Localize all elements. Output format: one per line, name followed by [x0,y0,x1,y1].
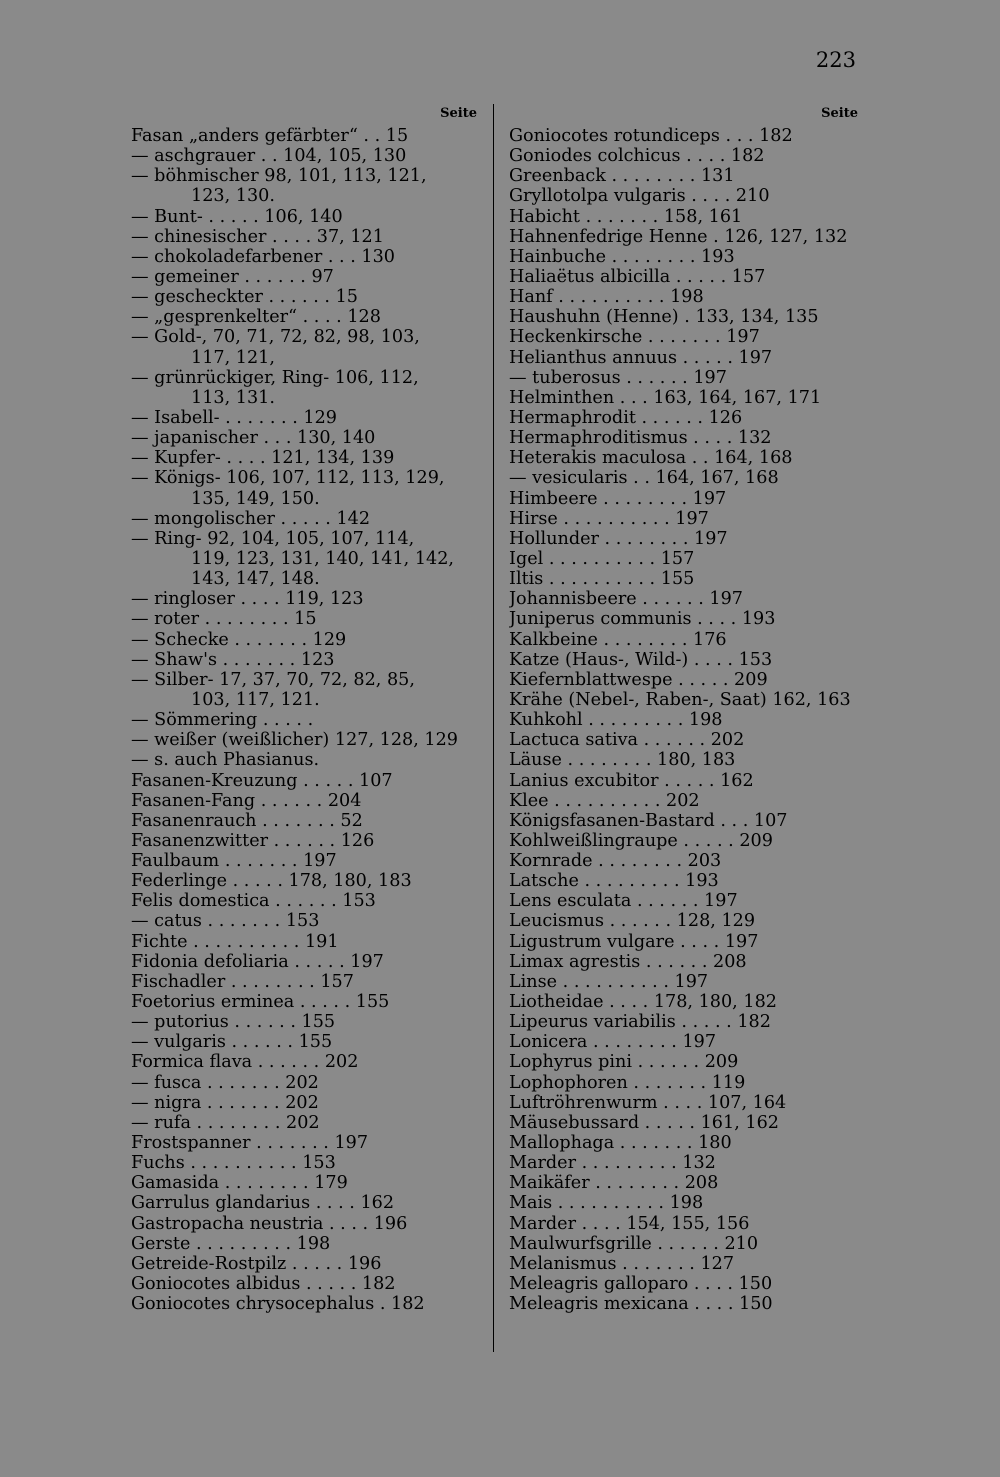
index-entry: Greenback . . . . . . . . 131 [509,166,735,187]
index-entry: Frostspanner . . . . . . . 197 [131,1133,369,1154]
index-entry: — putorius . . . . . . 155 [131,1012,336,1033]
index-entry: — tuberosus . . . . . . 197 [509,367,727,388]
index-entry: Goniocotes rotundiceps . . . 182 [509,126,793,146]
index-entry: Krähe (Nebel-, Raben-, Saat) 162, 163 [509,689,851,710]
index-entry: — böhmischer 98, 101, 113, 121, [131,166,427,187]
index-entry: — Sömmering . . . . . [131,710,314,731]
index-entry: Fasanen-Kreuzung . . . . . 107 [131,770,393,791]
index-entry: Kornrade . . . . . . . . 203 [509,851,722,872]
index-entry: Hermaphroditismus . . . . 132 [509,428,772,449]
index-entry: Maulwurfsgrille . . . . . . 210 [509,1233,759,1254]
index-entry: 113, 131. [191,387,275,408]
index-entry: Lactuca sativa . . . . . . 202 [509,730,745,751]
index-entry: Helianthus annuus . . . . . 197 [509,347,773,368]
index-entry: Lophophoren . . . . . . . 119 [509,1072,746,1093]
index-entry: — Silber- 17, 37, 70, 72, 82, 85, [131,669,415,690]
index-entry: Fuchs . . . . . . . . . . 153 [131,1153,336,1174]
index-entry: Mäusebussard . . . . . 161, 162 [509,1112,779,1133]
index-entry: Kalkbeine . . . . . . . . 176 [509,629,727,650]
index-entry: Lanius excubitor . . . . . 162 [509,770,754,791]
index-entry: Mallophaga . . . . . . . 180 [509,1133,732,1154]
index-entry: Königsfasanen-Bastard . . . 107 [509,810,788,831]
index-entry: Heckenkirsche . . . . . . . 197 [509,327,760,348]
index-entry: Fischadler . . . . . . . . 157 [131,971,354,992]
index-entry: — mongolischer . . . . . 142 [131,508,371,529]
column-header: Seite [821,106,858,121]
index-entry: — Gold-, 70, 71, 72, 82, 98, 103, [131,327,420,348]
index-entry: Himbeere . . . . . . . . 197 [509,488,727,509]
index-entry: Hirse . . . . . . . . . . 197 [509,508,709,529]
index-entry: — s. auch Phasianus. [131,750,320,771]
index-entry: Habicht . . . . . . . 158, 161 [509,206,743,227]
index-entry: Melanismus . . . . . . . 127 [509,1253,735,1274]
index-entry: Johannisbeere . . . . . . 197 [509,589,743,610]
index-entry: Goniocotes albidus . . . . . 182 [131,1274,396,1295]
index-entry: — chinesischer . . . . 37, 121 [131,226,384,247]
index-entry: Limax agrestis . . . . . . 208 [509,951,747,972]
index-entry: — weißer (weißlicher) 127, 128, 129 [131,730,458,751]
index-entry: Gamasida . . . . . . . . 179 [131,1173,348,1194]
index-entry: Hahnenfedrige Henne . 126, 127, 132 [509,226,848,247]
index-entry: Hanf . . . . . . . . . . 198 [509,287,704,308]
index-entry: Lonicera . . . . . . . . 197 [509,1032,717,1053]
index-entry: Felis domestica . . . . . . 153 [131,891,376,912]
index-entry: Linse . . . . . . . . . . 197 [509,971,709,992]
index-entry: Kiefernblattwespe . . . . . 209 [509,669,768,690]
index-entry: — Schecke . . . . . . . 129 [131,629,347,650]
index-entries-left [131,126,477,1314]
index-entry: — grünrückiger, Ring- 106, 112, [131,367,419,388]
index-entry: — Königs- 106, 107, 112, 113, 129, [131,468,445,489]
index-entry: — fusca . . . . . . . 202 [131,1072,319,1093]
index-entry: — vulgaris . . . . . . 155 [131,1032,333,1053]
index-entry: Gastropacha neustria . . . . 196 [131,1213,408,1234]
index-entry: Kuhkohl . . . . . . . . . 198 [509,710,723,731]
index-entry: Garrulus glandarius . . . . 162 [131,1193,395,1214]
index-entry: Faulbaum . . . . . . . 197 [131,851,337,872]
index-entry: — gemeiner . . . . . . 97 [131,266,334,287]
index-entry: Lipeurus variabilis . . . . . 182 [509,1012,771,1033]
index-entry: Marder . . . . 154, 155, 156 [509,1213,750,1234]
index-entry: Heterakis maculosa . . 164, 168 [509,448,793,469]
page-number: 223 [815,48,856,72]
index-entry: Leucismus . . . . . . 128, 129 [509,911,756,932]
index-entry: Fidonia defoliaria . . . . . 197 [131,951,384,972]
index-entry: Juniperus communis . . . . 193 [509,609,776,630]
index-entry: Lens esculata . . . . . . 197 [509,891,738,912]
index-entry: Luftröhrenwurm . . . . 107, 164 [509,1092,787,1113]
index-entry: — Isabell- . . . . . . . 129 [131,407,337,428]
index-entry: Getreide-Rostpilz . . . . . 196 [131,1253,382,1274]
index-entry: — Ring- 92, 104, 105, 107, 114, [131,528,415,549]
index-entry: 117, 121, [191,347,275,368]
index-entry: Haliaëtus albicilla . . . . . 157 [509,266,766,287]
index-entry: Meleagris galloparo . . . . 150 [509,1274,773,1295]
index-entry: Fasanenzwitter . . . . . . 126 [131,830,375,851]
index-column-right [509,102,858,1314]
index-entry: Kohlweißlingraupe . . . . . 209 [509,830,773,851]
index-entry: — catus . . . . . . . 153 [131,911,320,932]
index-entry: Fasanen-Fang . . . . . . 204 [131,790,362,811]
index-entry: 123, 130. [191,186,275,207]
index-column-left [131,102,477,1314]
index-entry: — ringloser . . . . 119, 123 [131,589,364,610]
index-entry: — aschgrauer . . 104, 105, 130 [131,146,407,167]
index-entry: — nigra . . . . . . . 202 [131,1092,319,1113]
index-entry: Fasan „anders gefärbter“ . . 15 [131,126,409,146]
index-entry: — rufa . . . . . . . . 202 [131,1112,320,1133]
index-entry: 143, 147, 148. [191,569,320,590]
index-entry: Helminthen . . . 163, 164, 167, 171 [509,387,822,408]
index-entry: Katze (Haus-, Wild-) . . . . 153 [509,649,773,670]
column-divider [493,104,494,1352]
index-entry: — Bunt- . . . . . 106, 140 [131,206,343,227]
index-entry: Igel . . . . . . . . . . 157 [509,548,695,569]
index-entry: Fichte . . . . . . . . . . 191 [131,931,339,952]
index-entry: Liotheidae . . . . 178, 180, 182 [509,992,777,1013]
index-entry: Meleagris mexicana . . . . 150 [509,1294,773,1315]
index-entry: Ligustrum vulgare . . . . 197 [509,931,759,952]
index-entry: Hollunder . . . . . . . . 197 [509,528,728,549]
index-entry: Haushuhn (Henne) . 133, 134, 135 [509,307,819,328]
index-entry: Hermaphrodit . . . . . . 126 [509,407,743,428]
index-entry: Lophyrus pini . . . . . . 209 [509,1052,739,1073]
index-entry: Goniodes colchicus . . . . 182 [509,146,765,167]
index-entry: Latsche . . . . . . . . . 193 [509,871,719,892]
index-entry: Federlinge . . . . . 178, 180, 183 [131,871,412,892]
column-header: Seite [440,106,477,121]
index-entry: Hainbuche . . . . . . . . 193 [509,246,735,267]
index-entry: — roter . . . . . . . . 15 [131,609,317,630]
index-entry: Marder . . . . . . . . . 132 [509,1153,716,1174]
index-entries-right [509,126,858,1314]
index-entry: Maikäfer . . . . . . . . 208 [509,1173,719,1194]
index-entry: Gryllotolpa vulgaris . . . . 210 [509,186,770,207]
index-entry: Klee . . . . . . . . . . 202 [509,790,700,811]
index-entry: — japanischer . . . 130, 140 [131,428,376,449]
index-entry: 103, 117, 121. [191,689,320,710]
index-entry: Mais . . . . . . . . . . 198 [509,1193,704,1214]
index-entry: 135, 149, 150. [191,488,320,509]
index-entry: Goniocotes chrysocephalus . 182 [131,1294,425,1315]
index-entry: Formica flava . . . . . . 202 [131,1052,359,1073]
index-entry: Iltis . . . . . . . . . . 155 [509,569,695,590]
index-entry: — gescheckter . . . . . . 15 [131,287,358,308]
index-entry: Foetorius erminea . . . . . 155 [131,992,390,1013]
index-entry: — Shaw's . . . . . . . 123 [131,649,335,670]
index-entry: — vesicularis . . 164, 167, 168 [509,468,779,489]
index-entry: Fasanenrauch . . . . . . . 52 [131,810,363,831]
index-entry: 119, 123, 131, 140, 141, 142, [191,548,455,569]
index-entry: Gerste . . . . . . . . . 198 [131,1233,331,1254]
index-entry: Läuse . . . . . . . . 180, 183 [509,750,736,771]
index-entry: — Kupfer- . . . . 121, 134, 139 [131,448,395,469]
index-entry: — chokoladefarbener . . . 130 [131,246,395,267]
index-entry: — „gesprenkelter“ . . . . 128 [131,307,381,328]
